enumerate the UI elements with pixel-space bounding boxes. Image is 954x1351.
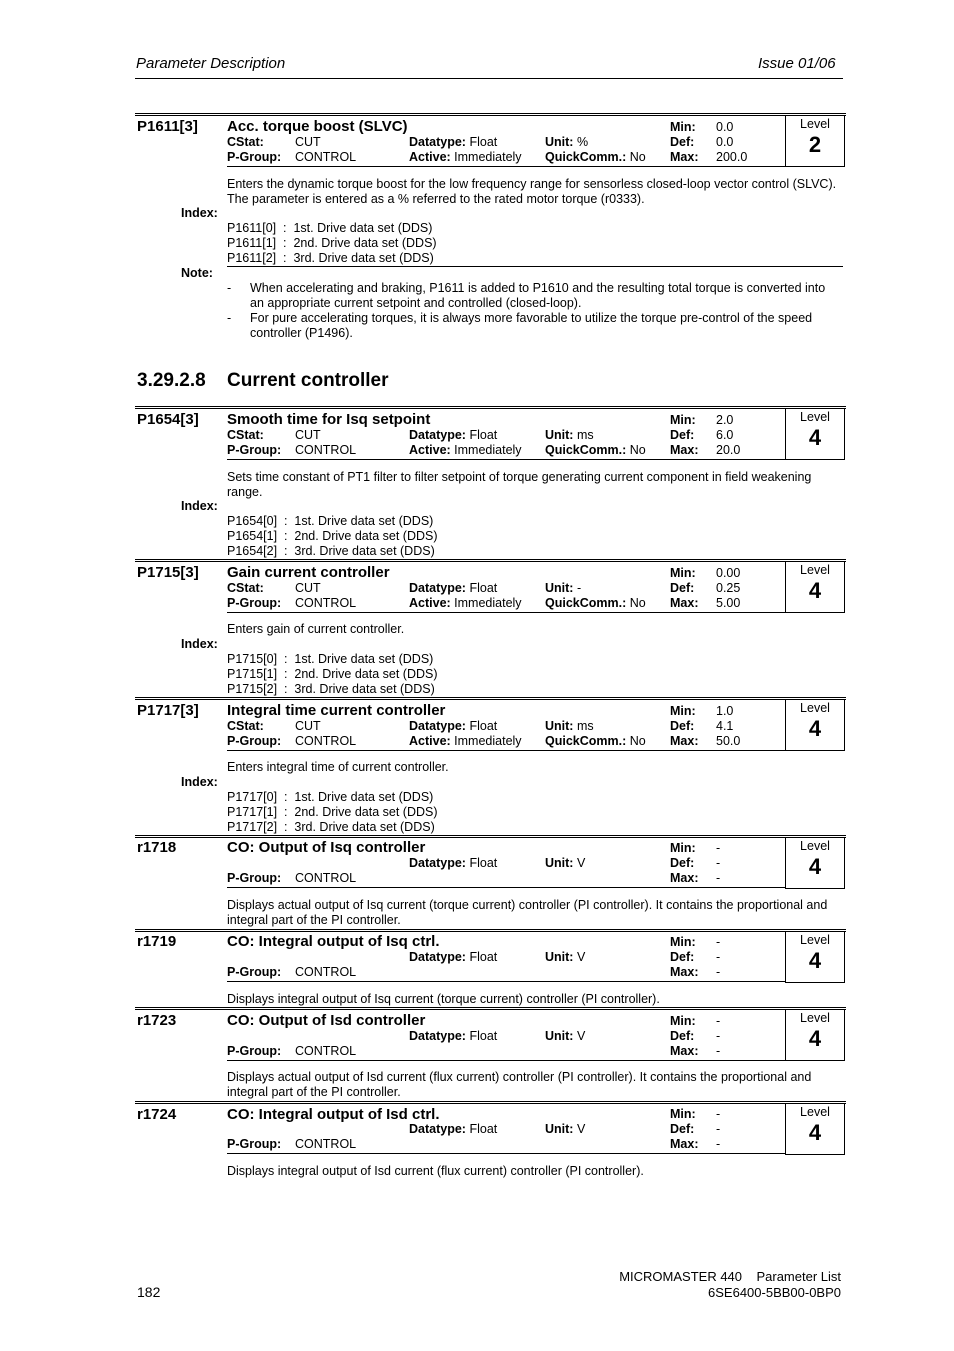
- pgroup-value: CONTROL: [295, 150, 357, 164]
- param-title: Acc. torque boost (SLVC): [227, 118, 408, 135]
- pgroup-label: P-Group:: [227, 734, 282, 748]
- max-value: -: [716, 871, 721, 885]
- param-top-rule: [135, 929, 846, 932]
- min-label: Min:: [670, 1014, 696, 1028]
- max-value: 20.0: [716, 443, 741, 457]
- active: Active: Immediately: [409, 150, 522, 164]
- index-label: Index:: [181, 637, 218, 651]
- level-label: Level: [800, 410, 830, 424]
- quickcomm: QuickComm.: No: [545, 596, 646, 610]
- index-label: Index:: [181, 206, 218, 220]
- min-label: Min:: [670, 935, 696, 949]
- pgroup-value: CONTROL: [295, 734, 357, 748]
- def-value: -: [716, 1122, 721, 1136]
- quickcomm: QuickComm.: No: [545, 734, 646, 748]
- cstat-label: CStat:: [227, 428, 264, 442]
- min-label: Min:: [670, 1107, 696, 1121]
- param-header-rule: [227, 459, 785, 460]
- max-label: Max:: [670, 871, 699, 885]
- active: Active: Immediately: [409, 443, 522, 457]
- max-value: -: [716, 965, 721, 979]
- max-label: Max:: [670, 150, 699, 164]
- unit: Unit: V: [545, 1029, 586, 1043]
- param-description: Sets time constant of PT1 filter to filter setpoint of torque generating current component in field weakening range.: [227, 470, 812, 499]
- param-id: P1611[3]: [137, 118, 198, 135]
- level-label: Level: [800, 1105, 830, 1119]
- datatype: Datatype: Float: [409, 950, 498, 964]
- unit: Unit: V: [545, 856, 586, 870]
- datatype: Datatype: Float: [409, 135, 498, 149]
- page-number: 182: [137, 1284, 161, 1300]
- param-top-rule: [135, 1007, 846, 1010]
- index-list: P1611[0] : 1st. Drive data set (DDS) P1611[1] : 2nd. Drive data set (DDS) P1611[2] : 3rd. Drive data set (DDS): [227, 221, 437, 265]
- cstat-label: CStat:: [227, 719, 264, 733]
- index-list: P1717[0] : 1st. Drive data set (DDS) P1717[1] : 2nd. Drive data set (DDS) P1717[2] : 3rd. Drive data set (DDS): [227, 790, 438, 834]
- note-label: Note:: [181, 266, 213, 280]
- min-label: Min:: [670, 413, 696, 427]
- def-label: Def:: [670, 135, 695, 149]
- param-title: CO: Integral output of Isq ctrl.: [227, 933, 440, 950]
- param-header-rule: [227, 887, 785, 888]
- param-top-rule: [135, 113, 846, 116]
- footer-product: MICROMASTER 440 Parameter List: [619, 1269, 841, 1284]
- datatype: Datatype: Float: [409, 428, 498, 442]
- param-id: P1654[3]: [137, 411, 199, 428]
- level-label: Level: [800, 933, 830, 947]
- unit: Unit: V: [545, 950, 586, 964]
- max-value: 200.0: [716, 150, 748, 164]
- param-description: Displays actual output of Isq current (torque current) controller (PI controller). It contains the proportional and integral part of the PI controller.: [227, 898, 828, 927]
- cstat-label: CStat:: [227, 581, 264, 595]
- note-item: - For pure accelerating torques, it is always more favorable to utilize the torque pre-control of the speed controller (P1496).: [227, 311, 813, 340]
- level-box: [785, 562, 845, 613]
- param-header-rule: [227, 1060, 785, 1061]
- param-title: CO: Output of Isq controller: [227, 839, 426, 856]
- level-box: [785, 409, 845, 460]
- pgroup-label: P-Group:: [227, 596, 282, 610]
- param-title: CO: Output of Isd controller: [227, 1012, 426, 1029]
- level-number: 4: [808, 425, 822, 450]
- def-label: Def:: [670, 856, 695, 870]
- note-list: [227, 281, 837, 341]
- def-value: 6.0: [716, 428, 734, 442]
- param-description: Displays integral output of Isd current (flux current) controller (PI controller).: [227, 1164, 644, 1178]
- pgroup-label: P-Group:: [227, 1137, 282, 1151]
- max-value: 50.0: [716, 734, 741, 748]
- min-value: 1.0: [716, 704, 734, 718]
- level-label: Level: [800, 1011, 830, 1025]
- unit: Unit: ms: [545, 719, 594, 733]
- param-id: r1719: [137, 933, 177, 950]
- param-title: Integral time current controller: [227, 702, 446, 719]
- level-label: Level: [800, 563, 830, 577]
- pgroup-value: CONTROL: [295, 596, 357, 610]
- unit: Unit: V: [545, 1122, 586, 1136]
- max-label: Max:: [670, 1044, 699, 1058]
- unit: Unit: -: [545, 581, 582, 595]
- param-id: P1717[3]: [137, 702, 199, 719]
- datatype: Datatype: Float: [409, 1122, 498, 1136]
- level-number: 4: [808, 1120, 822, 1145]
- section-number: 3.29.2.8: [137, 370, 206, 391]
- cstat-value: CUT: [295, 719, 321, 733]
- level-box: [785, 1104, 845, 1155]
- param-description: Displays integral output of Isq current (torque current) controller (PI controller).: [227, 992, 660, 1006]
- min-value: 0.00: [716, 566, 741, 580]
- active: Active: Immediately: [409, 734, 522, 748]
- level-box: [785, 1010, 845, 1061]
- max-label: Max:: [670, 965, 699, 979]
- param-title: Gain current controller: [227, 564, 390, 581]
- param-top-rule: [135, 697, 846, 700]
- param-header-rule: [227, 750, 785, 751]
- max-value: 5.00: [716, 596, 741, 610]
- level-box: [785, 116, 845, 167]
- param-id: r1724: [137, 1106, 177, 1123]
- cstat-value: CUT: [295, 428, 321, 442]
- def-label: Def:: [670, 719, 695, 733]
- def-label: Def:: [670, 581, 695, 595]
- pgroup-value: CONTROL: [295, 1044, 357, 1058]
- quickcomm: QuickComm.: No: [545, 150, 646, 164]
- pgroup-label: P-Group:: [227, 871, 282, 885]
- index-list: P1715[0] : 1st. Drive data set (DDS) P1715[1] : 2nd. Drive data set (DDS) P1715[2] : 3rd. Drive data set (DDS): [227, 652, 438, 696]
- param-id: r1723: [137, 1012, 177, 1029]
- def-value: 4.1: [716, 719, 734, 733]
- level-label: Level: [800, 117, 830, 131]
- section-title: Current controller: [227, 370, 389, 391]
- pgroup-value: CONTROL: [295, 871, 357, 885]
- param-description: Enters gain of current controller.: [227, 622, 405, 636]
- pgroup-value: CONTROL: [295, 443, 357, 457]
- level-number: 4: [808, 948, 822, 973]
- max-label: Max:: [670, 596, 699, 610]
- datatype: Datatype: Float: [409, 856, 498, 870]
- quickcomm: QuickComm.: No: [545, 443, 646, 457]
- param-top-rule: [135, 835, 846, 838]
- min-value: 0.0: [716, 120, 734, 134]
- pgroup-value: CONTROL: [295, 965, 357, 979]
- min-label: Min:: [670, 704, 696, 718]
- index-list: P1654[0] : 1st. Drive data set (DDS) P1654[1] : 2nd. Drive data set (DDS) P1654[2] : 3rd. Drive data set (DDS): [227, 514, 438, 558]
- level-box: [785, 932, 845, 983]
- def-label: Def:: [670, 1122, 695, 1136]
- def-value: 0.0: [716, 135, 734, 149]
- min-label: Min:: [670, 566, 696, 580]
- level-box: [785, 838, 845, 889]
- param-id: r1718: [137, 839, 177, 856]
- min-value: -: [716, 935, 721, 949]
- param-description: Displays actual output of Isd current (flux current) controller (PI controller). It contains the proportional and integral part of the PI controller.: [227, 1070, 812, 1099]
- def-label: Def:: [670, 950, 695, 964]
- level-number: 4: [808, 1026, 822, 1051]
- max-label: Max:: [670, 443, 699, 457]
- index-label: Index:: [181, 499, 218, 513]
- cstat-value: CUT: [295, 135, 321, 149]
- level-number: 4: [808, 716, 822, 741]
- datatype: Datatype: Float: [409, 581, 498, 595]
- datatype: Datatype: Float: [409, 1029, 498, 1043]
- param-top-rule: [135, 559, 846, 562]
- level-label: Level: [800, 839, 830, 853]
- level-label: Level: [800, 701, 830, 715]
- header-rule: [135, 78, 843, 79]
- param-description: Enters the dynamic torque boost for the low frequency range for sensorless closed-loop vector control (SLVC). The parameter is entered as a % referred to the rated motor torque (r0333).: [227, 177, 837, 206]
- max-value: -: [716, 1044, 721, 1058]
- param-top-rule: [135, 406, 846, 409]
- unit: Unit: %: [545, 135, 589, 149]
- max-value: -: [716, 1137, 721, 1151]
- def-value: -: [716, 856, 721, 870]
- min-label: Min:: [670, 841, 696, 855]
- pgroup-label: P-Group:: [227, 443, 282, 457]
- level-box: [785, 700, 845, 751]
- def-value: -: [716, 1029, 721, 1043]
- index-label: Index:: [181, 775, 218, 789]
- max-label: Max:: [670, 1137, 699, 1151]
- header-right: Issue 01/06: [758, 55, 836, 72]
- datatype: Datatype: Float: [409, 719, 498, 733]
- cstat-value: CUT: [295, 581, 321, 595]
- pgroup-label: P-Group:: [227, 965, 282, 979]
- level-number: 4: [808, 578, 822, 603]
- min-value: -: [716, 1014, 721, 1028]
- max-label: Max:: [670, 734, 699, 748]
- cstat-label: CStat:: [227, 135, 264, 149]
- pgroup-value: CONTROL: [295, 1137, 357, 1151]
- note-rule: [227, 266, 843, 267]
- param-id: P1715[3]: [137, 564, 199, 581]
- def-label: Def:: [670, 1029, 695, 1043]
- pgroup-label: P-Group:: [227, 1044, 282, 1058]
- header-left: Parameter Description: [136, 55, 286, 72]
- param-title: Smooth time for Isq setpoint: [227, 411, 431, 428]
- footer-order-number: 6SE6400-5BB00-0BP0: [708, 1285, 841, 1300]
- param-title: CO: Integral output of Isd ctrl.: [227, 1106, 440, 1123]
- min-value: -: [716, 1107, 721, 1121]
- param-header-rule: [227, 166, 785, 167]
- param-description: Enters integral time of current controller.: [227, 760, 449, 774]
- param-header-rule: [227, 612, 785, 613]
- param-header-rule: [227, 981, 785, 982]
- min-value: -: [716, 841, 721, 855]
- min-value: 2.0: [716, 413, 734, 427]
- def-value: 0.25: [716, 581, 741, 595]
- min-label: Min:: [670, 120, 696, 134]
- note-item: - When accelerating and braking, P1611 is added to P1610 and the resulting total torque is converted into an appropriate current setpoint and controlled (closed-loop).: [227, 281, 826, 310]
- level-number: 4: [808, 854, 822, 879]
- param-top-rule: [135, 1101, 846, 1104]
- def-label: Def:: [670, 428, 695, 442]
- param-header-rule: [227, 1153, 785, 1154]
- unit: Unit: ms: [545, 428, 594, 442]
- active: Active: Immediately: [409, 596, 522, 610]
- def-value: -: [716, 950, 721, 964]
- level-number: 2: [808, 132, 822, 157]
- pgroup-label: P-Group:: [227, 150, 282, 164]
